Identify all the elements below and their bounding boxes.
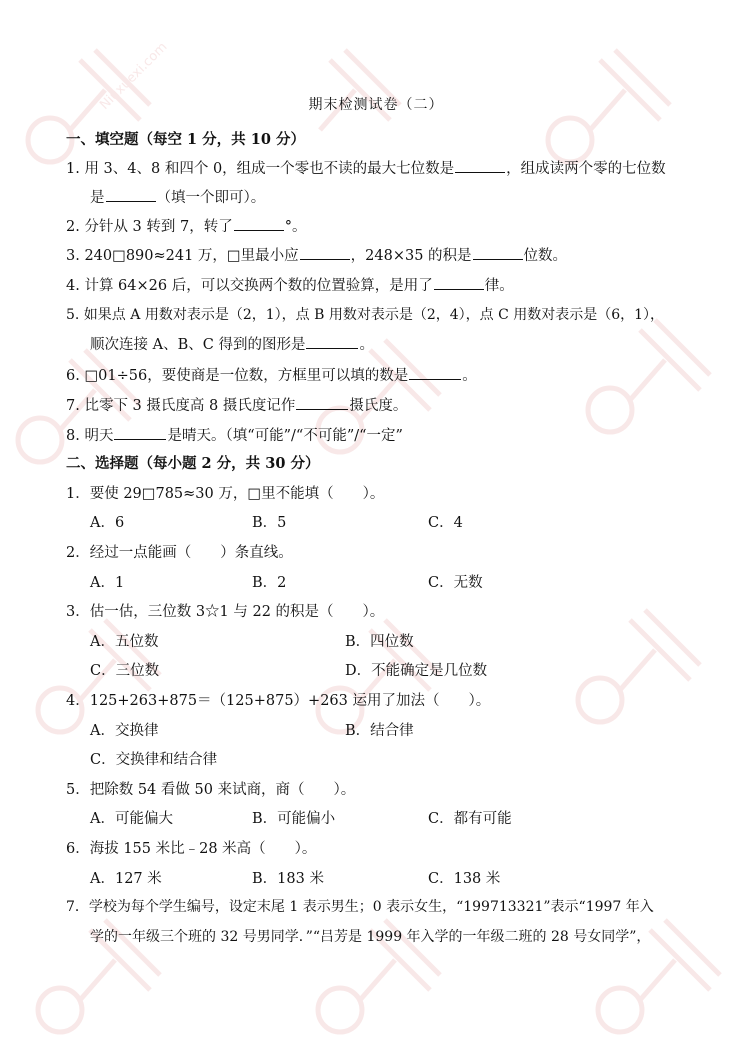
answer-blank[interactable] [306, 334, 358, 349]
question-2-4: 4．125+263+875＝（125+875）+263 运用了加法（ ）。 [66, 693, 491, 709]
option-b[interactable]: B．可能偏小 [252, 811, 336, 827]
question-2-6: 6．海拔 155 米比﹣28 米高（ ）。 [66, 841, 317, 857]
section2-heading: 二、选择题（每小题 2 分，共 30 分） [66, 455, 320, 472]
question-2-2: 2．经过一点能画（ ）条直线。 [66, 545, 293, 561]
answer-blank[interactable] [473, 245, 523, 260]
question-1-3: 3. 240□890≈241 万，□里最小应 ，248×35 的积是 位数。 [66, 244, 567, 265]
option-b[interactable]: B．183 米 [252, 871, 324, 887]
option-a[interactable]: A．127 米 [90, 871, 162, 887]
question-1-8: 8. 明天 是晴天。（填“可能”/“不可能”/“一定” [66, 424, 403, 445]
answer-blank[interactable] [434, 275, 484, 290]
question-1-6: 6. □01÷56，要使商是一位数，方框里可以填的数是 。 [66, 364, 477, 385]
option-b[interactable]: B．2 [252, 575, 287, 591]
question-2-5: 5．把除数 54 看做 50 来试商，商（ ）。 [66, 782, 356, 798]
answer-blank[interactable] [234, 216, 284, 231]
answer-blank[interactable] [300, 245, 350, 260]
question-1-2: 2. 分针从 3 转到 7，转了 °。 [66, 215, 306, 236]
option-a[interactable]: A．6 [90, 515, 125, 531]
question-1-1: 1. 用 3、4、8 和四个 0，组成一个零也不读的最大七位数是 ，组成读两个零的七位数 [66, 157, 666, 178]
section1-heading: 一、填空题（每空 1 分，共 10 分） [66, 131, 305, 148]
option-c[interactable]: C．都有可能 [428, 811, 512, 827]
option-c[interactable]: C．三位数 [90, 663, 160, 679]
svg-text:Niuxuexi.com: Niuxuexi.com [97, 39, 171, 113]
question-1-5-cont: 顺次连接 A、B、C 得到的图形是 。 [90, 333, 374, 354]
option-c[interactable]: C．4 [428, 515, 463, 531]
option-b[interactable]: B．5 [252, 515, 287, 531]
option-a[interactable]: A．可能偏大 [90, 811, 173, 827]
page-title: 期末检测试卷（二） [308, 97, 444, 113]
question-2-3: 3．估一估，三位数 3☆1 与 22 的积是（ ）。 [66, 604, 385, 620]
question-1-1-cont: 是 （填一个即可）。 [90, 186, 265, 207]
question-1-7: 7. 比零下 3 摄氏度高 8 摄氏度记作 摄氏度。 [66, 394, 407, 415]
question-2-7-cont: 学的一年级三个班的 32 号男同学．”“吕芳是 1999 年入学的一年级二班的 28 号女同学”， [90, 929, 651, 945]
option-a[interactable]: A．1 [90, 575, 125, 591]
question-1-4: 4. 计算 64×26 后，可以交换两个数的位置验算，是用了 律。 [66, 274, 514, 295]
option-d[interactable]: D．不能确定是几位数 [345, 663, 488, 679]
answer-blank[interactable] [409, 365, 461, 380]
option-b[interactable]: B．四位数 [345, 634, 414, 650]
question-1-5: 5. 如果点 A 用数对表示是（2，1），点 B 用数对表示是（2，4），点 C 用数对表示是（6，1）， [66, 307, 665, 323]
answer-blank[interactable] [455, 158, 505, 173]
option-c[interactable]: C．交换律和结合律 [90, 752, 218, 768]
question-2-1: 1．要使 29□785≈30 万，□里不能填（ ）。 [66, 486, 385, 502]
option-c[interactable]: C．无数 [428, 575, 483, 591]
answer-blank[interactable] [114, 425, 166, 440]
option-a[interactable]: A．五位数 [90, 634, 159, 650]
answer-blank[interactable] [106, 187, 156, 202]
option-a[interactable]: A．交换律 [90, 723, 159, 739]
question-2-7: 7．学校为每个学生编号，设定末尾 1 表示男生；0 表示女生，“199713321”表示“1997 年入 [66, 899, 654, 915]
option-c[interactable]: C．138 米 [428, 871, 501, 887]
answer-blank[interactable] [296, 395, 348, 410]
option-b[interactable]: B．结合律 [345, 723, 414, 739]
